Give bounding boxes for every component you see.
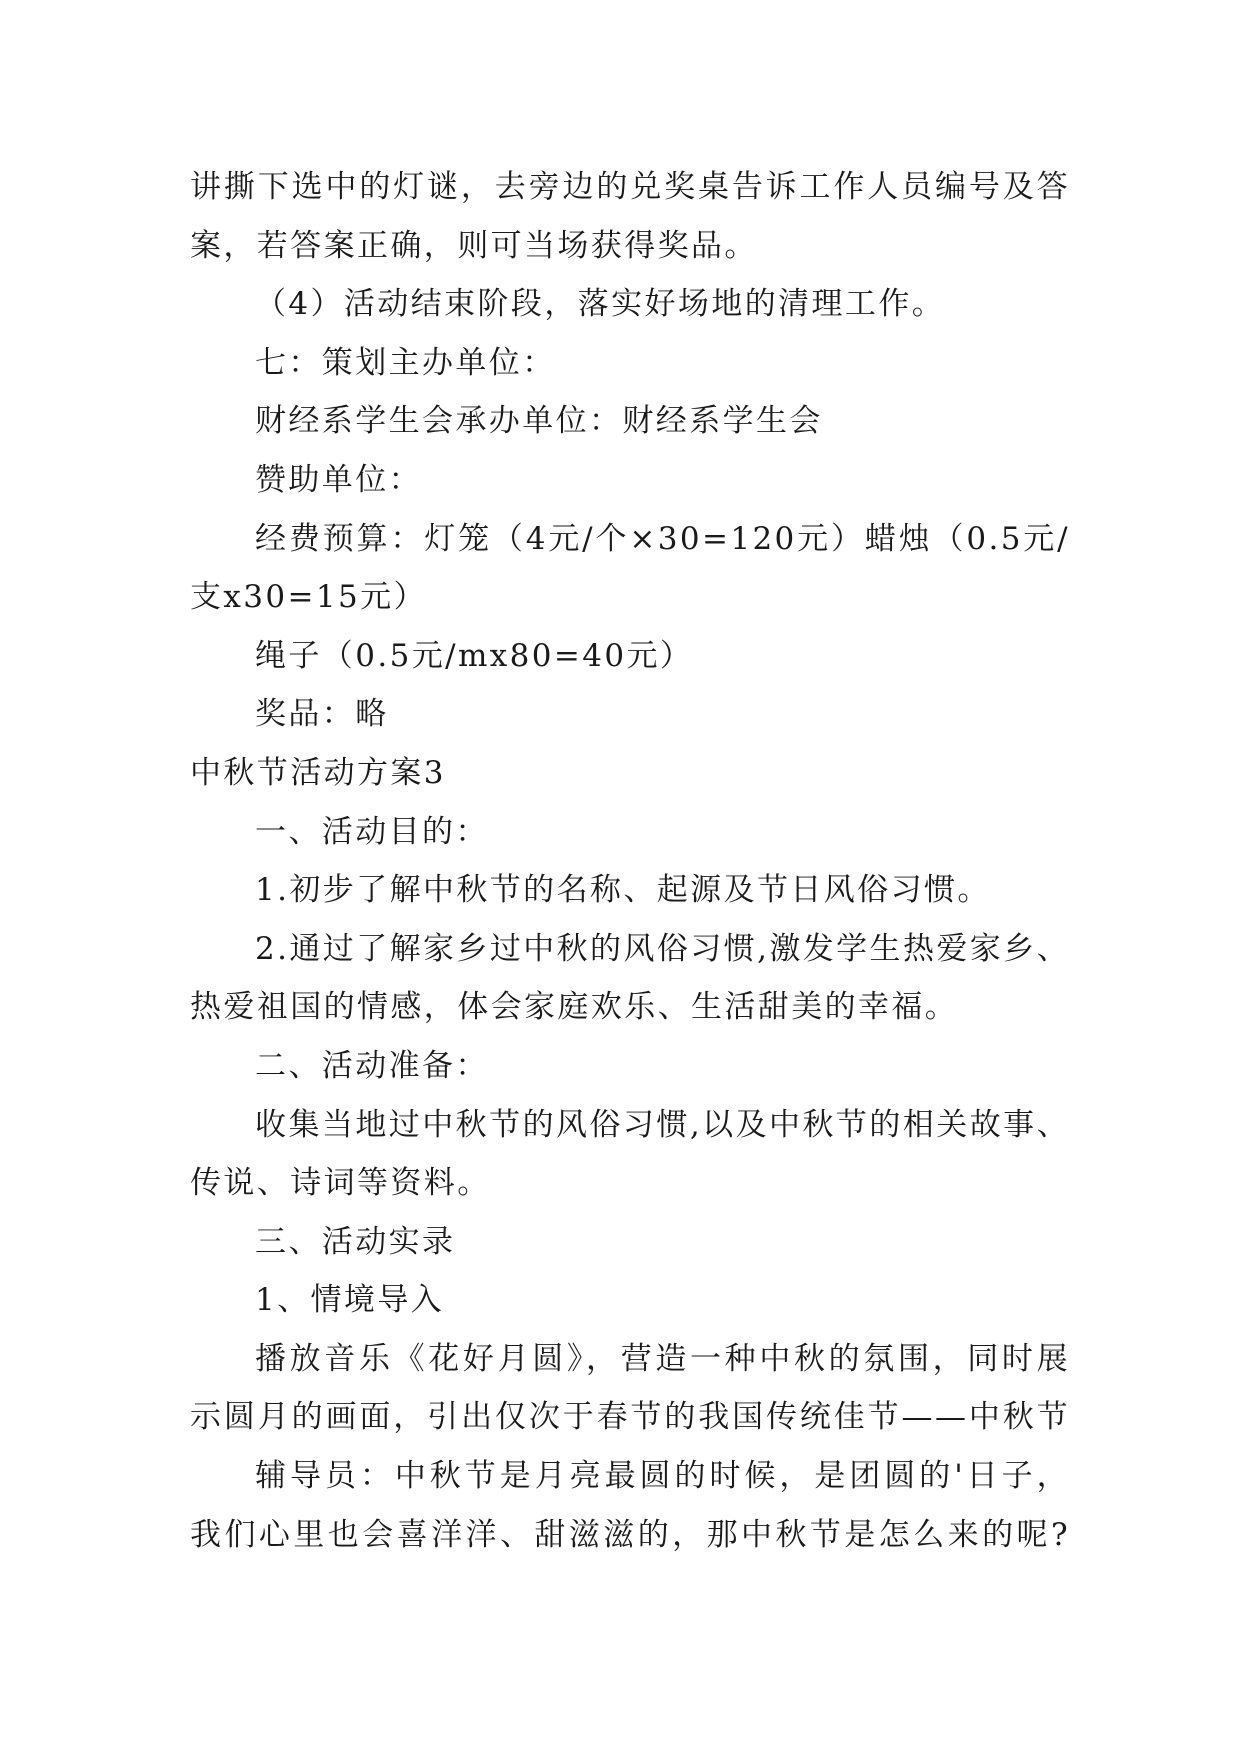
text-line: 传说、诗词等资料。 [190,1165,491,1202]
text-line: 1.初步了解中秋节的名称、起源及节日风俗习惯。 [255,872,991,909]
document-body [190,158,1070,1564]
text-line: 支x30=15元） [190,579,427,616]
text-line: 案，若答案正确，则可当场获得奖品。 [190,227,758,264]
text-line: 我们心里也会喜洋洋、甜滋滋的，那中秋节是怎么来的呢? [190,1516,1070,1553]
section-heading: 三、活动实录 [255,1223,456,1260]
text-line: 讲撕下选中的灯谜，去旁边的兑奖桌告诉工作人员编号及答 [190,169,1070,205]
text-line: 1、情境导入 [255,1282,445,1319]
text-line: 播放音乐《花好月圆》，营造一种中秋的氛围，同时展 [255,1340,1070,1377]
section-heading: 一、活动目的： [255,813,489,850]
text-line: 绳子（0.5元/mx80=40元） [255,637,694,674]
text-line: 辅导员：中秋节是月亮最圆的时候，是团圆的'日子， [255,1458,1070,1495]
section-heading: 七：策划主办单位： [255,344,556,381]
section-heading: 二、活动准备： [255,1047,489,1084]
text-line: 热爱祖国的情感，体会家庭欢乐、生活甜美的幸福。 [190,989,959,1026]
document-section-title: 中秋节活动方案3 [190,754,446,791]
text-line: 2.通过了解家乡过中秋的风俗习惯,激发学生热爱家乡、 [255,930,1070,967]
text-line: 示圆月的画面，引出仅次于春节的我国传统佳节——中秋节 [190,1399,1070,1436]
text-line: 财经系学生会承办单位：财经系学生会 [255,403,823,440]
text-line: 奖品：略 [255,696,389,733]
text-line: 赞助单位： [255,461,422,498]
text-line: 收集当地过中秋节的风俗习惯,以及中秋节的相关故事、 [255,1106,1070,1143]
text-line: 经费预算：灯笼（4元/个×30=120元）蜡烛（0.5元/ [255,520,1070,557]
text-line: （4）活动结束阶段，落实好场地的清理工作。 [255,286,946,323]
